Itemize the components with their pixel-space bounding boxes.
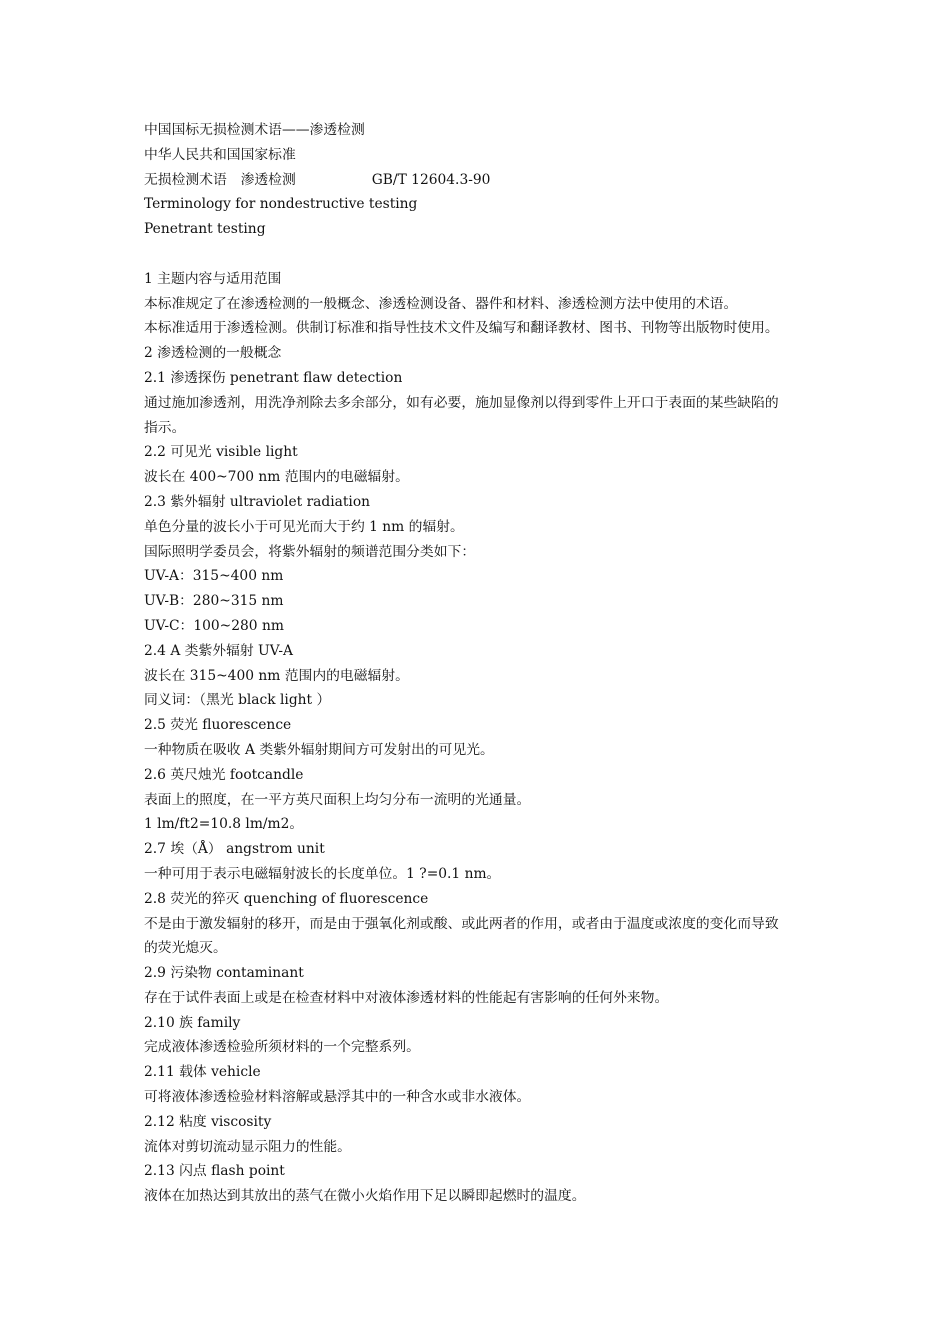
issuer-line: 中华人民共和国国家标准 [144, 146, 296, 163]
standard-line [144, 168, 844, 193]
text-line: 一种可用于表示电磁辐射波长的长度单位。1 ?=0.1 nm。 [144, 865, 501, 882]
text-line: UV-C：100~280 nm [144, 617, 284, 634]
text-line: 流体对剪切流动显示阻力的性能。 [144, 1138, 351, 1155]
text-line: 2.3 紫外辐射 ultraviolet radiation [144, 493, 371, 510]
text-line: 完成液体渗透检验所须材料的一个完整系列。 [144, 1039, 420, 1056]
text-line: 通过施加渗透剂，用洗净剂除去多余部分，如有必要，施加显像剂以得到零件上开口于表面的某些缺陷的 [144, 394, 779, 411]
text-line: 2.8 荧光的猝灭 quenching of fluorescence [144, 890, 429, 907]
english-title-2: Penetrant testing [144, 221, 266, 238]
text-line: 1 主题内容与适用范围 [144, 270, 282, 287]
text-line: 2.10 族 family [144, 1014, 241, 1031]
standard-name: 无损检测术语 渗透检测 [144, 171, 296, 188]
text-line: 2.2 可见光 visible light [144, 444, 298, 461]
text-line: 液体在加热达到其放出的蒸气在微小火焰作用下足以瞬即起燃时的温度。 [144, 1188, 586, 1205]
text-line: 2.6 英尺烛光 footcandle [144, 766, 304, 783]
text-line: 本标准适用于渗透检测。供制订标准和指导性技术文件及编写和翻译教材、图书、刊物等出版物时使用。 [144, 320, 779, 337]
text-line: 同义词：（黑光 black light ） [144, 692, 331, 709]
text-line: 2.12 粘度 viscosity [144, 1113, 272, 1130]
text-line: 2.13 闪点 flash point [144, 1163, 285, 1180]
text-line: 2.4 A 类紫外辐射 UV-A [144, 642, 293, 659]
text-line: 可将液体渗透检验材料溶解或悬浮其中的一种含水或非水液体。 [144, 1089, 531, 1106]
body-lines [144, 267, 844, 1209]
text-line: 2.9 污染物 contaminant [144, 965, 304, 982]
text-line: 波长在 400~700 nm 范围内的电磁辐射。 [144, 469, 409, 486]
text-line: 国际照明学委员会，将紫外辐射的频谱范围分类如下： [144, 543, 476, 560]
text-line: 一种物质在吸收 A 类紫外辐射期间方可发射出的可见光。 [144, 741, 494, 758]
standard-code: GB/T 12604.3-90 [371, 171, 491, 188]
english-title-1: Terminology for nondestructive testing [144, 196, 418, 213]
text-line: 存在于试件表面上或是在检查材料中对液体渗透材料的性能起有害影响的任何外来物。 [144, 989, 669, 1006]
text-line: 2.5 荧光 fluorescence [144, 717, 292, 734]
text-line: 指示。 [144, 419, 186, 436]
text-line: 波长在 315~400 nm 范围内的电磁辐射。 [144, 667, 409, 684]
text-line: 表面上的照度，在一平方英尺面积上均匀分布一流明的光通量。 [144, 791, 531, 808]
text-line: 本标准规定了在渗透检测的一般概念、渗透检测设备、器件和材料、渗透检测方法中使用的术语。 [144, 295, 738, 312]
document-body [144, 118, 844, 1209]
text-line: 不是由于激发辐射的移开，而是由于强氧化剂或酸、或此两者的作用，或者由于温度或浓度的变化而导致 [144, 915, 779, 932]
text-line: 2 渗透检测的一般概念 [144, 345, 282, 362]
blank-line [144, 242, 844, 267]
text-line: 单色分量的波长小于可见光而大于约 1 nm 的辐射。 [144, 518, 464, 535]
document-title-line: 中国国标无损检测术语——渗透检测 [144, 122, 365, 138]
text-line: 2.7 埃（Å） angstrom unit [144, 841, 325, 858]
text-line: 2.1 渗透探伤 penetrant flaw detection [144, 369, 403, 386]
text-line: UV-A：315~400 nm [144, 568, 284, 585]
text-line: UV-B：280~315 nm [144, 593, 284, 610]
text-line: 的荧光熄灭。 [144, 940, 227, 957]
text-line: 1 lm/ft2=10.8 lm/m2。 [144, 816, 304, 833]
text-line: 2.11 载体 vehicle [144, 1064, 261, 1081]
